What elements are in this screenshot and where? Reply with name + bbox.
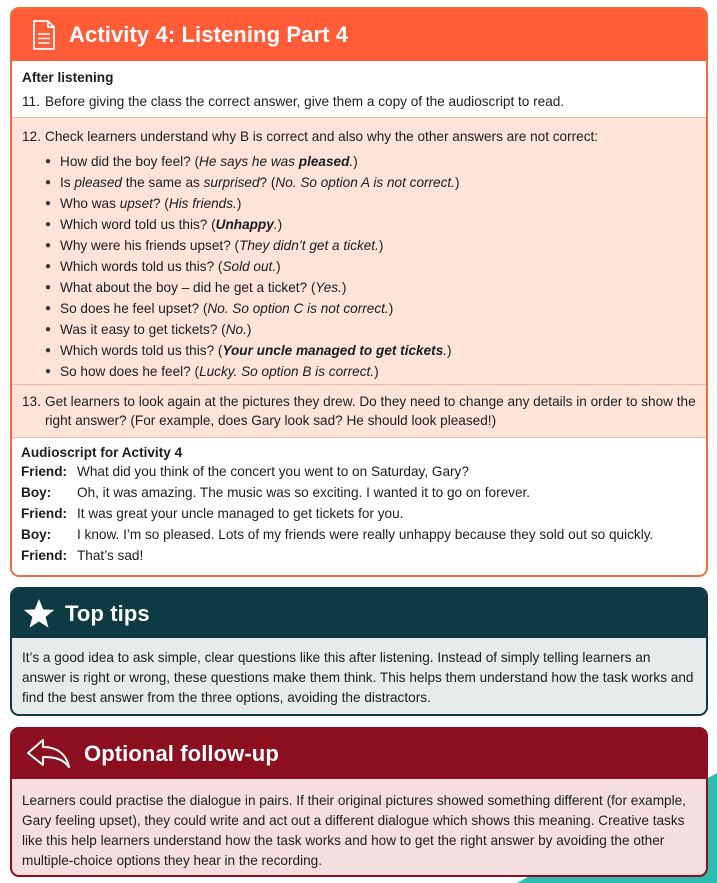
dialogue-line: Boy: Oh, it was amazing. The music was so exciting. I wanted it to go on forever. (21, 485, 531, 500)
dialogue-line: Boy: I know. I’m so pleased. Lots of my friends were really unhappy because they sold out so quickly. (21, 527, 654, 542)
divider (12, 117, 706, 118)
follow-up-title: Optional follow-up (84, 741, 279, 766)
top-tips-text: It’s a good idea to ask simple, clear questions like this after listening. Instead of simply telling learners an answer is right or wrong, these questions make them think. This helps them understand how the task works and find the best answer from the three options, avoiding the distractors. (22, 650, 694, 705)
step-text: Before giving the class the correct answer, give them a copy of the audioscript to read. (45, 94, 565, 109)
activity-card (10, 7, 708, 577)
dialogue-line: Friend: That’s sad! (21, 548, 144, 563)
follow-up-card (10, 727, 708, 877)
after-listening-section (12, 61, 706, 117)
step-number: 11. (22, 94, 40, 109)
star-icon (23, 598, 55, 630)
list-item: ● So how does he feel? (Lucky. So option B is correct.) (45, 364, 379, 379)
activity-header (12, 9, 706, 61)
list-item: ● What about the boy – did he get a ticket? (Yes.) (45, 280, 347, 295)
list-item: ● Which words told us this? (Sold out.) (45, 259, 281, 274)
list-item: ● Is pleased the same as surprised? (No. So option A is not correct.) (45, 175, 460, 190)
top-tips-header (12, 589, 706, 638)
back-arrow-icon (26, 738, 72, 770)
list-item: ● Who was upset? (His friends.) (45, 196, 242, 211)
document-icon (32, 20, 56, 50)
step-11 (22, 92, 696, 111)
top-tips-title: Top tips (65, 600, 150, 626)
top-tips-card (10, 587, 708, 716)
step-number: 12. (22, 129, 41, 144)
list-item: ● Which word told us this? (Unhappy.) (45, 217, 283, 232)
follow-up-text: Learners could practise the dialogue in pairs. If their original pictures showed something different (for example, Gary feeling upset), they could write and act out a different dialogue which shows this meaning. Creative tasks like this help learners understand how the task works and how to get the right answer by avoiding the other multiple-choice options they hear in the recording. (22, 793, 686, 868)
list-item: ● Why were his friends upset? (They didn’t get a ticket.) (45, 238, 384, 253)
list-item: ● Was it easy to get tickets? (No.) (45, 322, 252, 337)
question-list (22, 151, 696, 382)
dialogue-line: Friend: It was great your uncle managed to get tickets for you. (21, 506, 404, 521)
list-item: ● How did the boy feel? (He says he was pleased.) (45, 154, 358, 169)
step-12-section (12, 127, 706, 382)
step-text: Check learners understand why B is correct and also why the other answers are not correct: (45, 129, 599, 144)
dialogue-line: Friend: What did you think of the concert you went to on Saturday, Gary? (21, 464, 469, 479)
step-12 (22, 127, 696, 146)
list-item: ● Which words told us this? (Your uncle managed to get tickets.) (45, 343, 452, 358)
follow-up-header (12, 729, 706, 779)
divider (12, 384, 706, 385)
step-13 (22, 392, 696, 430)
audioscript-section (12, 438, 706, 577)
list-item: ● So does he feel upset? (No. So option C is not correct.) (45, 301, 394, 316)
step-number: 13. (22, 394, 41, 409)
after-listening-heading: After listening (22, 70, 114, 85)
activity-title: Activity 4: Listening Part 4 (69, 22, 349, 47)
audioscript-heading: Audioscript for Activity 4 (21, 445, 183, 460)
step-13-section (12, 392, 706, 430)
step-text: Get learners to look again at the pictures they drew. Do they need to change any details in order to show the right answer? (For example, does Gary look sad? He should look pleased!) (45, 394, 696, 428)
